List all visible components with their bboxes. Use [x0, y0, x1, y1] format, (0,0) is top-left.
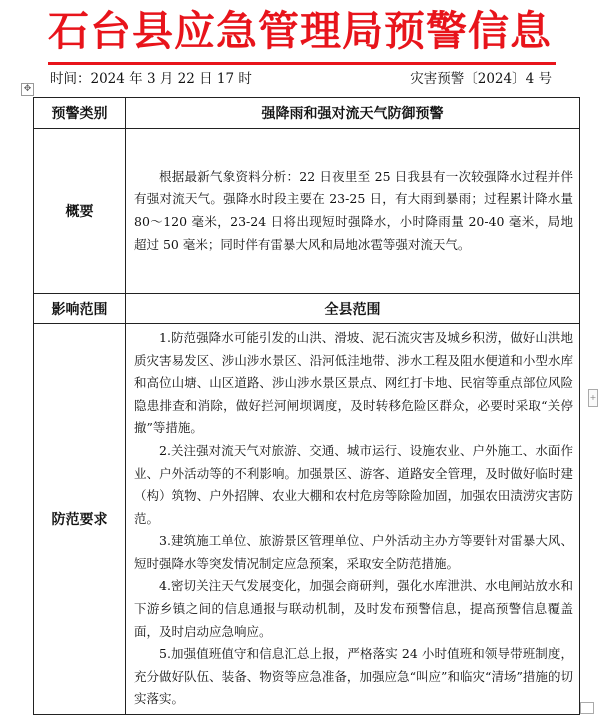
page-title: 石台县应急管理局预警信息	[48, 7, 552, 55]
table-row	[34, 129, 580, 294]
measures-cell	[126, 324, 580, 715]
move-anchor-icon[interactable]: ✥	[21, 83, 34, 96]
scope-value: 全县范围	[126, 294, 580, 324]
measure-item-4: 4.密切关注天气发展变化，加强会商研判，强化水库泄洪、水电闸站放水和下游乡镇之间的信息通报与联动机制，及时发布预警信息，提高预警信息覆盖面，及时启动应急响应。	[134, 578, 573, 639]
type-value: 强降雨和强对流天气防御预警	[126, 98, 580, 129]
issue-time: 时间：2024 年 3 月 22 日 17 时	[50, 71, 252, 87]
summary-label: 概要	[34, 129, 126, 294]
measures-label: 防范要求	[34, 324, 126, 715]
table-row	[34, 294, 580, 324]
measure-item-2: 2.关注强对流天气对旅游、交通、城市运行、设施农业、户外施工、水面作业、户外活动等的不利影响。加强景区、游客、道路安全管理，及时做好临时建（构）筑物、户外招牌、农业大棚和农村危房等除险加固，加强农田渍涝灾害防范。	[134, 442, 573, 526]
measure-item-3: 3.建筑施工单位、旅游景区管理单位、户外活动主办方等要针对雷暴大风、短时强降水等突发情况制定应急预案，采取安全防范措施。	[134, 533, 573, 571]
table-corner-handle[interactable]	[580, 702, 594, 714]
resize-handle-icon[interactable]: +	[588, 389, 598, 407]
title-divider	[48, 62, 556, 65]
scope-label: 影响范围	[34, 294, 126, 324]
table-row	[34, 98, 580, 129]
type-label: 预警类别	[34, 98, 126, 129]
warning-table	[33, 97, 580, 715]
document-number: 灾害预警〔2024〕4 号	[410, 71, 552, 87]
table-row	[34, 324, 580, 715]
summary-text: 根据最新气象资料分析：22 日夜里至 25 日我县有一次较强降水过程并伴有强对流天气。强降水时段主要在 23-25 日，有大雨到暴雨；过程累计降水量 80～120 毫米，23-24 日将出现短时强降水，小时降雨量 20-40 毫米，局地超过 50 毫米；同时伴有雷暴大风和局地冰雹等强对流天气。	[134, 168, 573, 252]
measure-item-1: 1.防范强降水可能引发的山洪、滑坡、泥石流灾害及城乡积涝，做好山洪地质灾害易发区、涉山涉水景区、沿河低洼地带、涉水工程及阻水便道和小型水库和高位山塘、山区道路、涉山涉水景区景点、网红打卡地、民宿等重点部位风险隐患排查和消除，做好拦河闸坝调度，及时转移危险区群众，必要时采取“关停撤”等措施。	[134, 329, 573, 436]
summary-cell	[126, 129, 580, 294]
measure-item-5: 5.加强值班值守和信息汇总上报，严格落实 24 小时值班和领导带班制度，充分做好队伍、装备、物资等应急准备，加强应急“叫应”和临灾“清场”措施的切实落实。	[134, 646, 573, 707]
